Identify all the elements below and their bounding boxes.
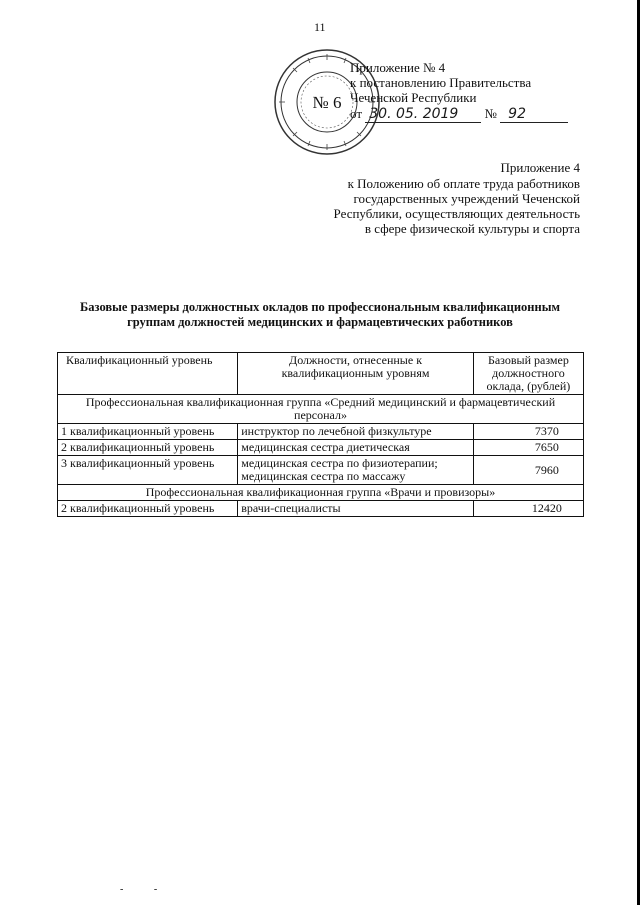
table-header-row [58, 353, 584, 395]
salary-cell: 7960 [473, 456, 583, 485]
title-line-1: Базовые размеры должностных окладов по профессиональным квалификационным [80, 300, 560, 314]
table-row [58, 456, 584, 485]
salary-table [57, 352, 584, 517]
appendix-description [334, 176, 580, 236]
header-date-line [350, 106, 568, 123]
positions-cell: врачи-специалисты [238, 501, 474, 517]
document-title [60, 300, 580, 330]
appendix-line: в сфере физической культуры и спорта [364, 221, 580, 236]
table-row [58, 440, 584, 456]
footer-marks: - - [120, 884, 172, 895]
group-row [58, 395, 584, 424]
position-line: медицинская сестра по массажу [241, 469, 406, 483]
positions-cell: медицинская сестра диетическая [238, 440, 474, 456]
level-cell: 1 квалификационный уровень [58, 424, 238, 440]
header-appendix-number: Приложение № 4 [350, 60, 446, 75]
header-republic: Чеченской Республики [350, 90, 477, 105]
number-prefix: № [484, 106, 497, 121]
resolution-header [350, 60, 531, 105]
appendix-line: к Положению об оплате труда работников [347, 176, 580, 191]
header-level: Квалификационный уровень [58, 353, 238, 395]
appendix-line: Республики, осуществляющих деятельность [333, 206, 580, 221]
handwritten-date: 30. 05. 2019 [365, 106, 481, 123]
level-cell: 3 квалификационный уровень [58, 456, 238, 485]
header-salary: Базовый размер должностного оклада, (рублей) [473, 353, 583, 395]
table-row [58, 501, 584, 517]
level-cell: 2 квалификационный уровень [58, 440, 238, 456]
salary-cell: 7650 [473, 440, 583, 456]
appendix-title: Приложение 4 [500, 160, 580, 175]
table-row [58, 424, 584, 440]
header-positions: Должности, отнесенные к квалификационным уровням [238, 353, 474, 395]
level-cell: 2 квалификационный уровень [58, 501, 238, 517]
page-number: 11 [314, 20, 326, 34]
group-name: Профессиональная квалификационная группа «Средний медицинский и фармацевтический персонал» [58, 395, 584, 424]
positions-cell: инструктор по лечебной физкультуре [238, 424, 474, 440]
header-resolution: к постановлению Правительства [350, 75, 532, 90]
group-name: Профессиональная квалификационная группа «Врачи и провизоры» [58, 485, 584, 501]
stamp-number: № 6 [312, 93, 342, 112]
positions-cell [238, 456, 474, 485]
date-prefix: от [350, 106, 363, 121]
handwritten-number: 92 [500, 106, 568, 123]
title-line-2: группам должностей медицинских и фармацевтических работников [127, 315, 513, 329]
salary-cell: 12420 [473, 501, 583, 517]
group-row [58, 485, 584, 501]
appendix-line: государственных учреждений Чеченской [353, 191, 580, 206]
salary-cell: 7370 [473, 424, 583, 440]
position-line: медицинская сестра по физиотерапии; [241, 456, 438, 470]
